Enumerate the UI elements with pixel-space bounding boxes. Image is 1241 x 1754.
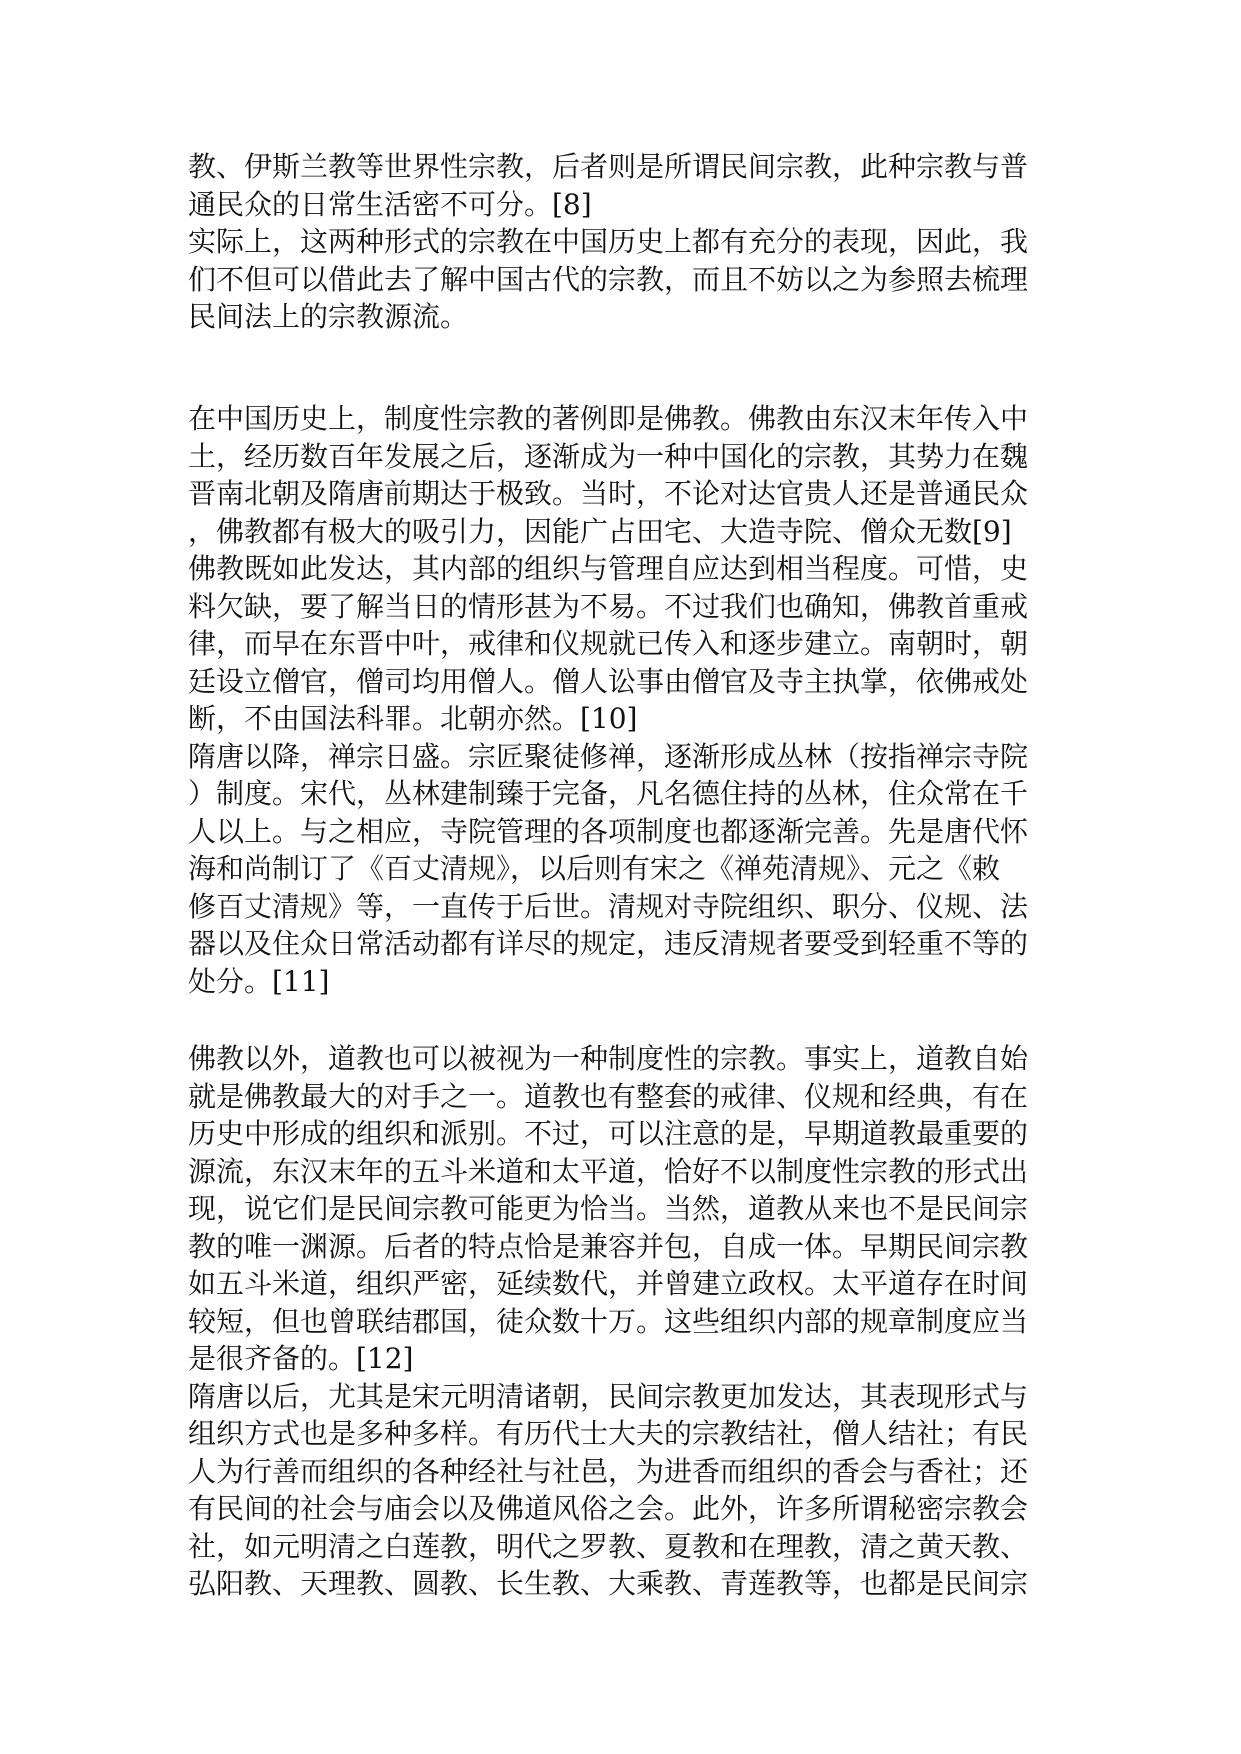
text-line: 较短，但也曾联结郡国，徒众数十万。这些组织内部的规章制度应当 (188, 1304, 1029, 1338)
text-line: 断，不由国法科罪。北朝亦然。[10] (188, 702, 638, 735)
text-line: 如五斗米道，组织严密，延续数代，并曾建立政权。太平道存在时间 (188, 1267, 1029, 1300)
text-line: 教、伊斯兰教等世界性宗教，后者则是所谓民间宗教，此种宗教与普 (188, 150, 1029, 183)
text-line: 弘阳教、天理教、圆教、长生教、大乘教、青莲教等，也都是民间宗 (188, 1567, 1029, 1600)
text-line: ，佛教都有极大的吸引力，因能广占田宅、大造寺院、僧众无数[9] (188, 514, 1012, 548)
text-line: ）制度。宋代，丛林建制臻于完备，凡名德住持的丛林，住众常在千 (188, 777, 1029, 810)
text-line: 有民间的社会与庙会以及佛道风俗之会。此外，许多所谓秘密宗教会 (188, 1492, 1029, 1525)
text-line: 律，而早在东晋中叶，戒律和仪规就已传入和逐步建立。南朝时，朝 (188, 627, 1029, 660)
text-line: 社，如元明清之白莲教，明代之罗教、夏教和在理教，清之黄天教、 (188, 1529, 1029, 1563)
text-block-1 (188, 148, 1060, 336)
text-line: 现，说它们是民间宗教可能更为恰当。当然，道教从来也不是民间宗 (188, 1192, 1029, 1225)
text-block-3 (188, 1040, 1060, 1603)
text-line: 们不但可以借此去了解中国古代的宗教，而且不妨以之为参照去梳理 (188, 262, 1029, 296)
text-line: 佛教以外，道教也可以被视为一种制度性的宗教。事实上，道教自始 (188, 1042, 1029, 1075)
text-line: 实际上，这两种形式的宗教在中国历史上都有充分的表现，因此，我 (188, 225, 1029, 258)
text-line: 隋唐以降，禅宗日盛。宗匠聚徒修禅，逐渐形成丛林（按指禅宗寺院 (188, 739, 1029, 773)
text-line: 历史中形成的组织和派别。不过，可以注意的是，早期道教最重要的 (188, 1117, 1029, 1150)
text-line: 处分。[11] (188, 964, 330, 998)
text-line: 晋南北朝及隋唐前期达于极致。当时，不论对达官贵人还是普通民众 (188, 477, 1029, 510)
text-line: 就是佛教最大的对手之一。道教也有整套的戒律、仪规和经典，有在 (188, 1079, 1029, 1113)
text-line: 通民众的日常生活密不可分。[8] (188, 187, 592, 221)
text-line: 源流，东汉末年的五斗米道和太平道，恰好不以制度性宗教的形式出 (188, 1154, 1029, 1188)
text-line: 组织方式也是多种多样。有历代士大夫的宗教结社，僧人结社；有民 (188, 1417, 1029, 1450)
text-line: 民间法上的宗教源流。 (188, 300, 469, 333)
text-line: 隋唐以后，尤其是宋元明清诸朝，民间宗教更加发达，其表现形式与 (188, 1379, 1029, 1413)
text-line: 人为行善而组织的各种经社与社邑，为进香而组织的香会与香社；还 (188, 1454, 1029, 1488)
text-line: 是很齐备的。[12] (188, 1342, 414, 1375)
text-line: 人以上。与之相应，寺院管理的各项制度也都逐渐完善。先是唐代怀 (188, 814, 1029, 848)
text-line: 料欠缺，要了解当日的情形甚为不易。不过我们也确知，佛教首重戒 (188, 589, 1029, 623)
text-line: 教的唯一渊源。后者的特点恰是兼容并包，自成一体。早期民间宗教 (188, 1229, 1029, 1263)
text-line: 器以及住众日常活动都有详尽的规定，违反清规者要受到轻重不等的 (188, 927, 1029, 960)
text-line: 修百丈清规》等，一直传于后世。清规对寺院组织、职分、仪规、法 (188, 889, 1029, 923)
text-block-2 (188, 400, 1060, 1000)
text-line: 在中国历史上，制度性宗教的著例即是佛教。佛教由东汉末年传入中 (188, 402, 1029, 435)
text-line: 海和尚制订了《百丈清规》，以后则有宋之《禅苑清规》、元之《敕 (188, 852, 1001, 885)
text-line: 土，经历数百年发展之后，逐渐成为一种中国化的宗教，其势力在魏 (188, 439, 1029, 473)
text-line: 佛教既如此发达，其内部的组织与管理自应达到相当程度。可惜，史 (188, 552, 1029, 585)
text-line: 廷设立僧官，僧司均用僧人。僧人讼事由僧官及寺主执掌，依佛戒处 (188, 664, 1029, 698)
